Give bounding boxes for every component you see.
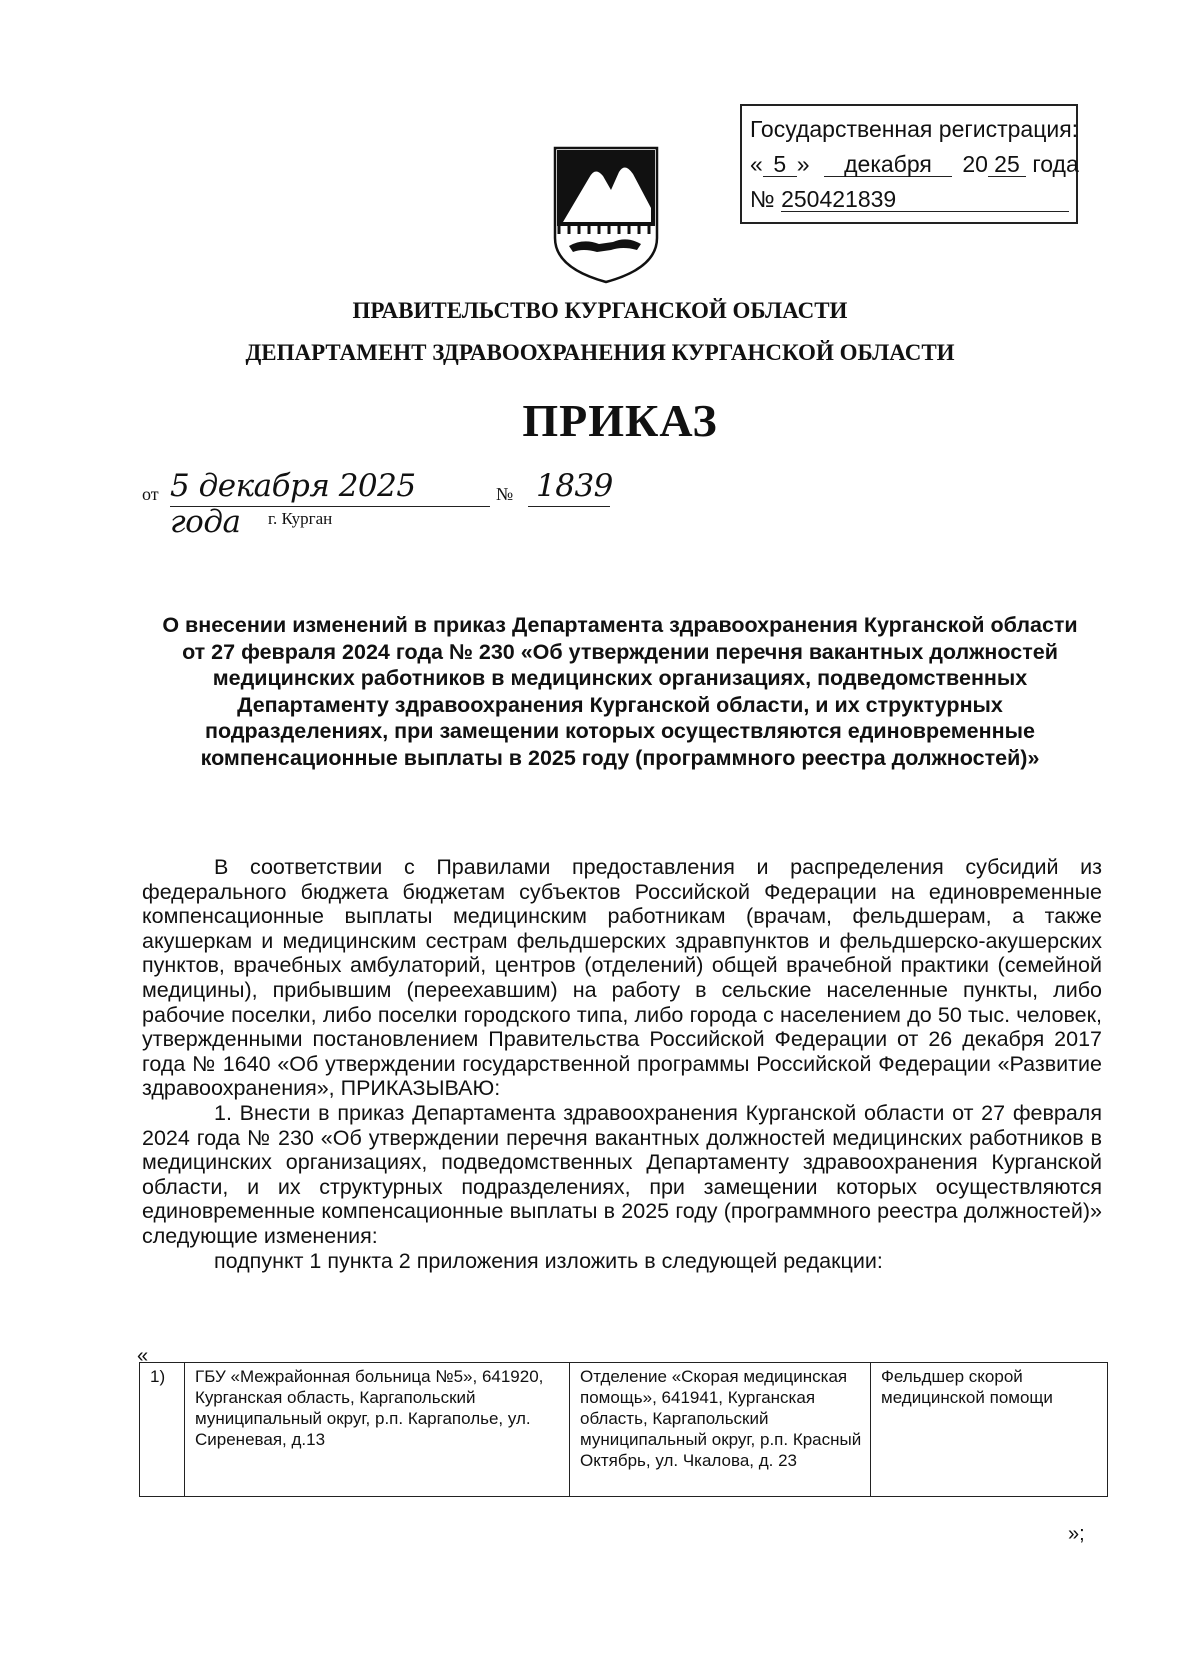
order-number-handwritten: 1839 bbox=[536, 468, 613, 504]
registration-month: декабря bbox=[824, 152, 952, 177]
registration-number-line: № 250421839 bbox=[750, 182, 1076, 217]
organization-cell: ГБУ «Межрайонная больница №5», 641920, Курганская область, Каргапольский муниципальный округ, р.п. Каргаполье, ул. Сиреневая, д.13 bbox=[185, 1363, 570, 1497]
order-number-line bbox=[528, 468, 613, 507]
registration-title: Государственная регистрация: bbox=[750, 116, 1079, 142]
government-heading: ПРАВИТЕЛЬСТВО КУРГАНСКОЙ ОБЛАСТИ bbox=[352, 298, 848, 323]
document-title: О внесении изменений в приказ Департамента здравоохранения Курганской области от 27 февраля 2024 года № 230 «Об утверждении перечня вакантных должностей медицинских работников в медицинских организациях, подведомственных Департаменту здравоохранения Курганской области, и их структурных подразделениях, при замещении которых осуществляются единовременные компенсационные выплаты в 2025 году (программного реестра должностей)» bbox=[162, 613, 1078, 770]
registration-stamp bbox=[740, 104, 1078, 224]
body-paragraph-1: В соответствии с Правилами предоставления и распределения субсидий из федерального бюджета бюджетам субъектов Российской Федерации на единовременные компенсационные выплаты медицинским работникам (врачам, фельдшерам, а также акушеркам и медицинским сестрам фельдшерских здравпунктов и фельдшерско-акушерских пунктов, врачебных амбулаторий, центров (отделений) общей врачебной практики (семейной медицины), прибывшим (переехавшим) на работу в сельские населенные пункты, либо рабочие поселки, либо поселки городского типа, либо города с населением до 50 тыс. человек, утвержденными постановлением Правительства Российской Федерации от 26 декабря 2017 года № 1640 «Об утверждении государственной программы Российской Федерации «Развитие здравоохранения», ПРИКАЗЫВАЮ: bbox=[142, 855, 1102, 1101]
row-number-cell: 1) bbox=[140, 1363, 185, 1497]
subdivision-cell: Отделение «Скорая медицинская помощь», 641941, Курганская область, Каргапольский муниципальный округ, р.п. Красный Октябрь, ул. Чкалова, д. 23 bbox=[570, 1363, 871, 1497]
order-city: г. Курган bbox=[268, 509, 333, 528]
order-date-handwritten: 5 декабря 2025 года bbox=[170, 468, 416, 540]
coat-of-arms-icon bbox=[553, 146, 659, 286]
amendment-table bbox=[139, 1362, 1108, 1497]
registration-day: 5 bbox=[763, 152, 797, 177]
amendment-open-quote: « bbox=[137, 1345, 149, 1367]
registration-number: 250421839 bbox=[781, 187, 1069, 212]
registration-date: « 5 » декабря 20 25 года bbox=[750, 151, 1079, 177]
document-type-heading: ПРИКАЗ bbox=[522, 395, 718, 446]
order-from-label: от bbox=[142, 484, 159, 504]
document-body bbox=[142, 855, 1102, 1273]
position-cell: Фельдшер скорой медицинской помощи bbox=[871, 1363, 1108, 1497]
order-number-label: № bbox=[496, 484, 514, 504]
body-paragraph-3: подпункт 1 пункта 2 приложения изложить в следующей редакции: bbox=[214, 1248, 883, 1273]
table-row bbox=[140, 1363, 1108, 1497]
amendment-close-quote: »; bbox=[1068, 1523, 1085, 1545]
body-paragraph-2: 1. Внести в приказ Департамента здравоохранения Курганской области от 27 февраля 2024 года № 230 «Об утверждении перечня вакантных должностей медицинских работников в медицинских организациях, подведомственных Департаменту здравоохранения Курганской области, и их структурных подразделениях, при замещении которых осуществляются единовременные компенсационные выплаты в 2025 году (программного реестра должностей)» следующие изменения: bbox=[142, 1100, 1102, 1248]
department-heading: ДЕПАРТАМЕНТ ЗДРАВООХРАНЕНИЯ КУРГАНСКОЙ ОБЛАСТИ bbox=[245, 340, 955, 365]
registration-year: 25 bbox=[988, 152, 1026, 177]
